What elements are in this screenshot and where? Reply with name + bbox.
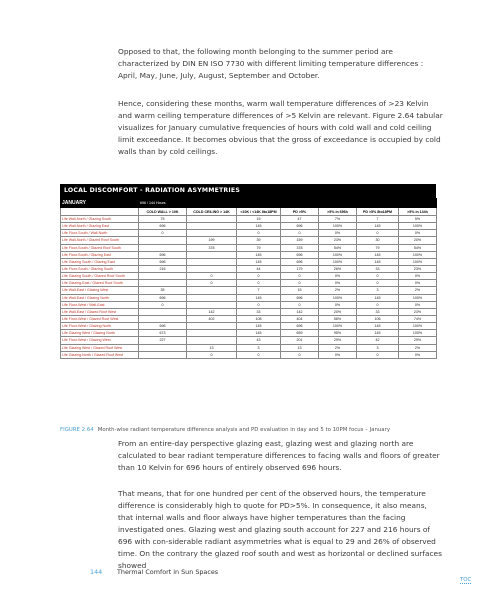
figure-number: FIGURE 2.64	[60, 427, 94, 433]
table-cell	[187, 337, 237, 344]
table-cell: 201	[281, 337, 319, 344]
table-cell: 402	[187, 315, 237, 322]
table-row	[61, 216, 437, 223]
table-cell: 696	[281, 323, 319, 330]
table-row	[61, 230, 437, 237]
table-row	[61, 244, 437, 251]
table-cell: 75	[139, 216, 187, 223]
table-cell: 26%	[319, 265, 357, 272]
table-cell: 100%	[319, 223, 357, 230]
table-cell: 145	[357, 251, 399, 258]
table-cell	[187, 223, 237, 230]
table-cell: 0	[237, 273, 281, 280]
table-cell: 74%	[399, 315, 437, 322]
table-cell: 696	[281, 294, 319, 301]
table-cell: 95%	[319, 330, 357, 337]
column-header: PD >5%	[281, 208, 319, 216]
table-cell: 696	[139, 323, 187, 330]
table-cell: 696	[139, 223, 187, 230]
table-cell	[187, 258, 237, 265]
table-month-row	[61, 199, 437, 208]
page-number: 144	[90, 568, 103, 576]
table-cell: 0	[357, 301, 399, 308]
table-cell: 54%	[399, 244, 437, 251]
column-header: >5% in 144h	[399, 208, 437, 216]
table-cell	[139, 308, 187, 315]
table-cell: 42	[357, 337, 399, 344]
table-cell: 3	[357, 344, 399, 351]
table-cell: 47	[281, 216, 319, 223]
column-header: <10K / <14K 8to18PM	[237, 208, 281, 216]
table-cell: 145	[357, 294, 399, 301]
table-cell: 145	[237, 294, 281, 301]
row-label: Life Glazing-North / Glazed Roof West	[61, 351, 139, 358]
table-cell: 142	[187, 308, 237, 315]
body-paragraph-4: That means, that for one hundred per cent of the observed hours, the temperature difference is considerably high to quote for PD>5%. In consequence, it also means, that internal walls and floor always have higher temperatures than the facing investigated ones. Glazing west and glazing south account for 227 and 216 hours of 696 with con-siderable radiant asymmetries what is equal to 29 and 26% of observed time. On the contrary the glazed roof south and west as horizontal or declined surfaces showed	[118, 489, 442, 570]
table-cell: 100%	[399, 251, 437, 258]
table-cell: 2%	[399, 287, 437, 294]
table-cell: 199	[187, 237, 237, 244]
table-cell: 0%	[399, 280, 437, 287]
table-cell: 673	[139, 330, 187, 337]
table-cell: 145	[357, 258, 399, 265]
row-label: Life Glazing West / Glazing North	[61, 330, 139, 337]
figure-title: LOCAL DISCOMFORT - RADIATION ASYMMETRIES	[60, 184, 436, 198]
table-row	[61, 351, 437, 358]
table-cell	[139, 273, 187, 280]
table-row	[61, 308, 437, 315]
figure-2-64	[60, 184, 436, 426]
table-cell: 7	[237, 287, 281, 294]
table-row	[61, 294, 437, 301]
table-cell: 696	[281, 258, 319, 265]
table-cell	[187, 251, 237, 258]
table-cell: 145	[237, 323, 281, 330]
radiation-asymmetry-table	[60, 198, 437, 359]
table-cell: 20%	[399, 237, 437, 244]
table-cell: 145	[237, 330, 281, 337]
table-cell: 100%	[399, 330, 437, 337]
table-cell: 54%	[319, 244, 357, 251]
table-row	[61, 287, 437, 294]
figure-caption	[60, 427, 440, 433]
table-cell: 0%	[319, 351, 357, 358]
table-row	[61, 315, 437, 322]
table-cell: 0	[187, 273, 237, 280]
table-cell	[187, 323, 237, 330]
table-cell: 404	[281, 315, 319, 322]
table-cell: 44	[237, 265, 281, 272]
table-cell: 108	[237, 315, 281, 322]
table-cell: 696	[139, 294, 187, 301]
table-cell: 5%	[399, 216, 437, 223]
table-cell: 696	[139, 251, 187, 258]
row-label: Life Floor-West / Glazed Roof West	[61, 315, 139, 322]
table-cell: 696	[139, 258, 187, 265]
table-cell: 142	[281, 308, 319, 315]
table-cell: 145	[357, 323, 399, 330]
row-label: Life Floor-South / Glazing South	[61, 265, 139, 272]
table-header-row	[61, 208, 437, 216]
table-cell: 79	[357, 244, 399, 251]
table-cell	[139, 244, 187, 251]
toc-link[interactable]: TOC	[460, 577, 472, 583]
table-cell: 145	[237, 223, 281, 230]
table-cell: 79	[237, 244, 281, 251]
table-cell	[139, 315, 187, 322]
table-row	[61, 301, 437, 308]
row-label: Life Floor-South / Glazed Roof South	[61, 244, 139, 251]
column-header: COLD CEILING > 14K	[187, 208, 237, 216]
table-cell: 3	[357, 287, 399, 294]
table-cell: 100%	[399, 258, 437, 265]
row-label: Life Floor-West / Wall-East	[61, 301, 139, 308]
table-cell: 0%	[399, 230, 437, 237]
table-cell: 0	[187, 280, 237, 287]
table-cell: 100%	[319, 251, 357, 258]
row-label: Life Glazing West / Glazed Roof West	[61, 344, 139, 351]
row-label: Life Glazing South / Glazed Roof South	[61, 273, 139, 280]
table-cell: 100%	[319, 294, 357, 301]
table-cell	[187, 301, 237, 308]
table-cell: 216	[139, 265, 187, 272]
table-cell: 0	[281, 273, 319, 280]
table-cell: 23%	[319, 237, 357, 244]
table-cell: 23%	[399, 308, 437, 315]
table-cell	[187, 216, 237, 223]
table-cell: 0	[281, 351, 319, 358]
table-cell: 20%	[319, 308, 357, 315]
table-cell: 0	[237, 301, 281, 308]
row-label: Life Wall-East / Glazing North	[61, 294, 139, 301]
table-cell: 0	[187, 351, 237, 358]
table-cell: 0	[357, 230, 399, 237]
table-cell: 0%	[319, 280, 357, 287]
row-label: Life Wall-East / Glazing West	[61, 287, 139, 294]
table-cell	[187, 294, 237, 301]
row-label: Life Floor-West / Glazing North	[61, 323, 139, 330]
table-cell: 696	[281, 251, 319, 258]
table-row	[61, 237, 437, 244]
table-cell: 0	[237, 230, 281, 237]
body-paragraph-2: Hence, considering these months, warm wall temperature differences of >23 Kelvin and warm ceiling temperature differences of >5 Kelvin are relevant. Figure 2.64 tabular visualizes for January cumulative frequencies of hours with cold wall and cold ceiling limit exceedance. It becomes obvious that the gross of exceedance is occupied by cold walls than by cold ceilings.	[118, 99, 443, 156]
table-cell: 58%	[319, 315, 357, 322]
row-label: Life Glazing South / Glazing East	[61, 258, 139, 265]
table-cell: 0	[357, 273, 399, 280]
table-cell: 15	[281, 287, 319, 294]
table-cell	[139, 280, 187, 287]
running-title: Thermal Comfort in Sun Spaces	[117, 568, 219, 576]
table-cell: 29%	[319, 337, 357, 344]
table-cell: 13	[187, 344, 237, 351]
table-cell	[187, 330, 237, 337]
table-row	[61, 330, 437, 337]
column-header: COLD WALL > 10K	[139, 208, 187, 216]
table-cell: 0%	[319, 273, 357, 280]
table-cell: 0	[139, 301, 187, 308]
table-cell: 2%	[319, 287, 357, 294]
table-cell: 227	[139, 337, 187, 344]
table-cell: 100%	[319, 258, 357, 265]
table-cell: 13	[281, 344, 319, 351]
row-label: Life Wall-East / Glazed Roof West	[61, 308, 139, 315]
table-cell: 0	[281, 280, 319, 287]
table-row	[61, 280, 437, 287]
table-cell: 100%	[319, 323, 357, 330]
body-paragraph-1: Opposed to that, the following month belonging to the summer period are characterized by DIN EN ISO 7730 with different limiting temperature differences : April, May, June, July, August, September and October.	[118, 47, 424, 80]
table-cell: 0%	[399, 351, 437, 358]
row-label: Life Floor-South / Glazing East	[61, 251, 139, 258]
table-cell: 100%	[399, 294, 437, 301]
table-cell	[139, 344, 187, 351]
table-cell: 29%	[399, 337, 437, 344]
table-cell: 0	[281, 301, 319, 308]
table-cell: 0%	[399, 301, 437, 308]
table-cell: 659	[281, 330, 319, 337]
table-cell: 0%	[399, 273, 437, 280]
table-row	[61, 258, 437, 265]
table-cell: 145	[237, 251, 281, 258]
table-cell: 3	[237, 344, 281, 351]
table-cell: 0	[237, 351, 281, 358]
row-label: Life Wall-North / Glazed Roof South	[61, 237, 139, 244]
table-cell: 0%	[319, 230, 357, 237]
table-row	[61, 323, 437, 330]
table-cell: 0	[139, 230, 187, 237]
column-header	[61, 208, 139, 216]
row-label: Life Glazing-East / Glazed Roof South	[61, 280, 139, 287]
row-label: Life Wall-North / Glazing South	[61, 216, 139, 223]
table-row	[61, 265, 437, 272]
table-cell: 0	[357, 351, 399, 358]
table-cell: 43	[237, 337, 281, 344]
table-row	[61, 223, 437, 230]
table-row	[61, 251, 437, 258]
table-cell: 0%	[319, 301, 357, 308]
table-cell: 35	[139, 287, 187, 294]
table-cell: 378	[281, 244, 319, 251]
table-row	[61, 273, 437, 280]
table-cell: 7	[357, 216, 399, 223]
table-cell: 0	[237, 280, 281, 287]
body-paragraph-3: From an entire-day perspective glazing east, glazing west and glazing north are calculated to bear radiant temperature differences to facing walls and floors of greater than 10 Kelvin for 696 hours of entirely observed 696 hours.	[118, 439, 440, 472]
row-label: Life Wall-North / Glazing East	[61, 223, 139, 230]
table-cell: 23%	[399, 265, 437, 272]
table-cell: 100%	[399, 223, 437, 230]
table-cell: 0	[281, 230, 319, 237]
table-cell	[139, 237, 187, 244]
column-header: >5% in 696h	[319, 208, 357, 216]
column-header: PD >5% 8to18PM	[357, 208, 399, 216]
table-cell: 7%	[319, 216, 357, 223]
table-cell: 106	[357, 315, 399, 322]
table-row	[61, 337, 437, 344]
table-cell: 15	[237, 216, 281, 223]
table-cell: 33	[357, 308, 399, 315]
month-hours: 696 / 144 Hours	[139, 199, 437, 208]
table-cell: 2%	[319, 344, 357, 351]
table-cell: 33	[357, 265, 399, 272]
table-cell: 0	[357, 280, 399, 287]
table-row	[61, 344, 437, 351]
month-label: JANUARY	[61, 199, 139, 208]
table-cell: 2%	[399, 344, 437, 351]
table-cell: 145	[357, 223, 399, 230]
table-cell	[187, 230, 237, 237]
table-cell	[187, 287, 237, 294]
table-cell: 378	[187, 244, 237, 251]
table-cell: 30	[357, 237, 399, 244]
table-cell: 39	[237, 237, 281, 244]
table-cell: 159	[281, 237, 319, 244]
table-cell	[139, 351, 187, 358]
table-cell: 145	[357, 330, 399, 337]
table-cell	[187, 265, 237, 272]
table-cell: 696	[281, 223, 319, 230]
caption-text: Month-wise radiant temperature difference analysis and PD evaluation in day and 5 to 10PM focus – January	[97, 427, 391, 433]
table-cell: 145	[237, 258, 281, 265]
table-cell: 100%	[399, 323, 437, 330]
row-label: Life Floor-South / Wall-North	[61, 230, 139, 237]
row-label: Life Floor-West / Glazing West	[61, 337, 139, 344]
table-cell: 33	[237, 308, 281, 315]
table-cell: 179	[281, 265, 319, 272]
